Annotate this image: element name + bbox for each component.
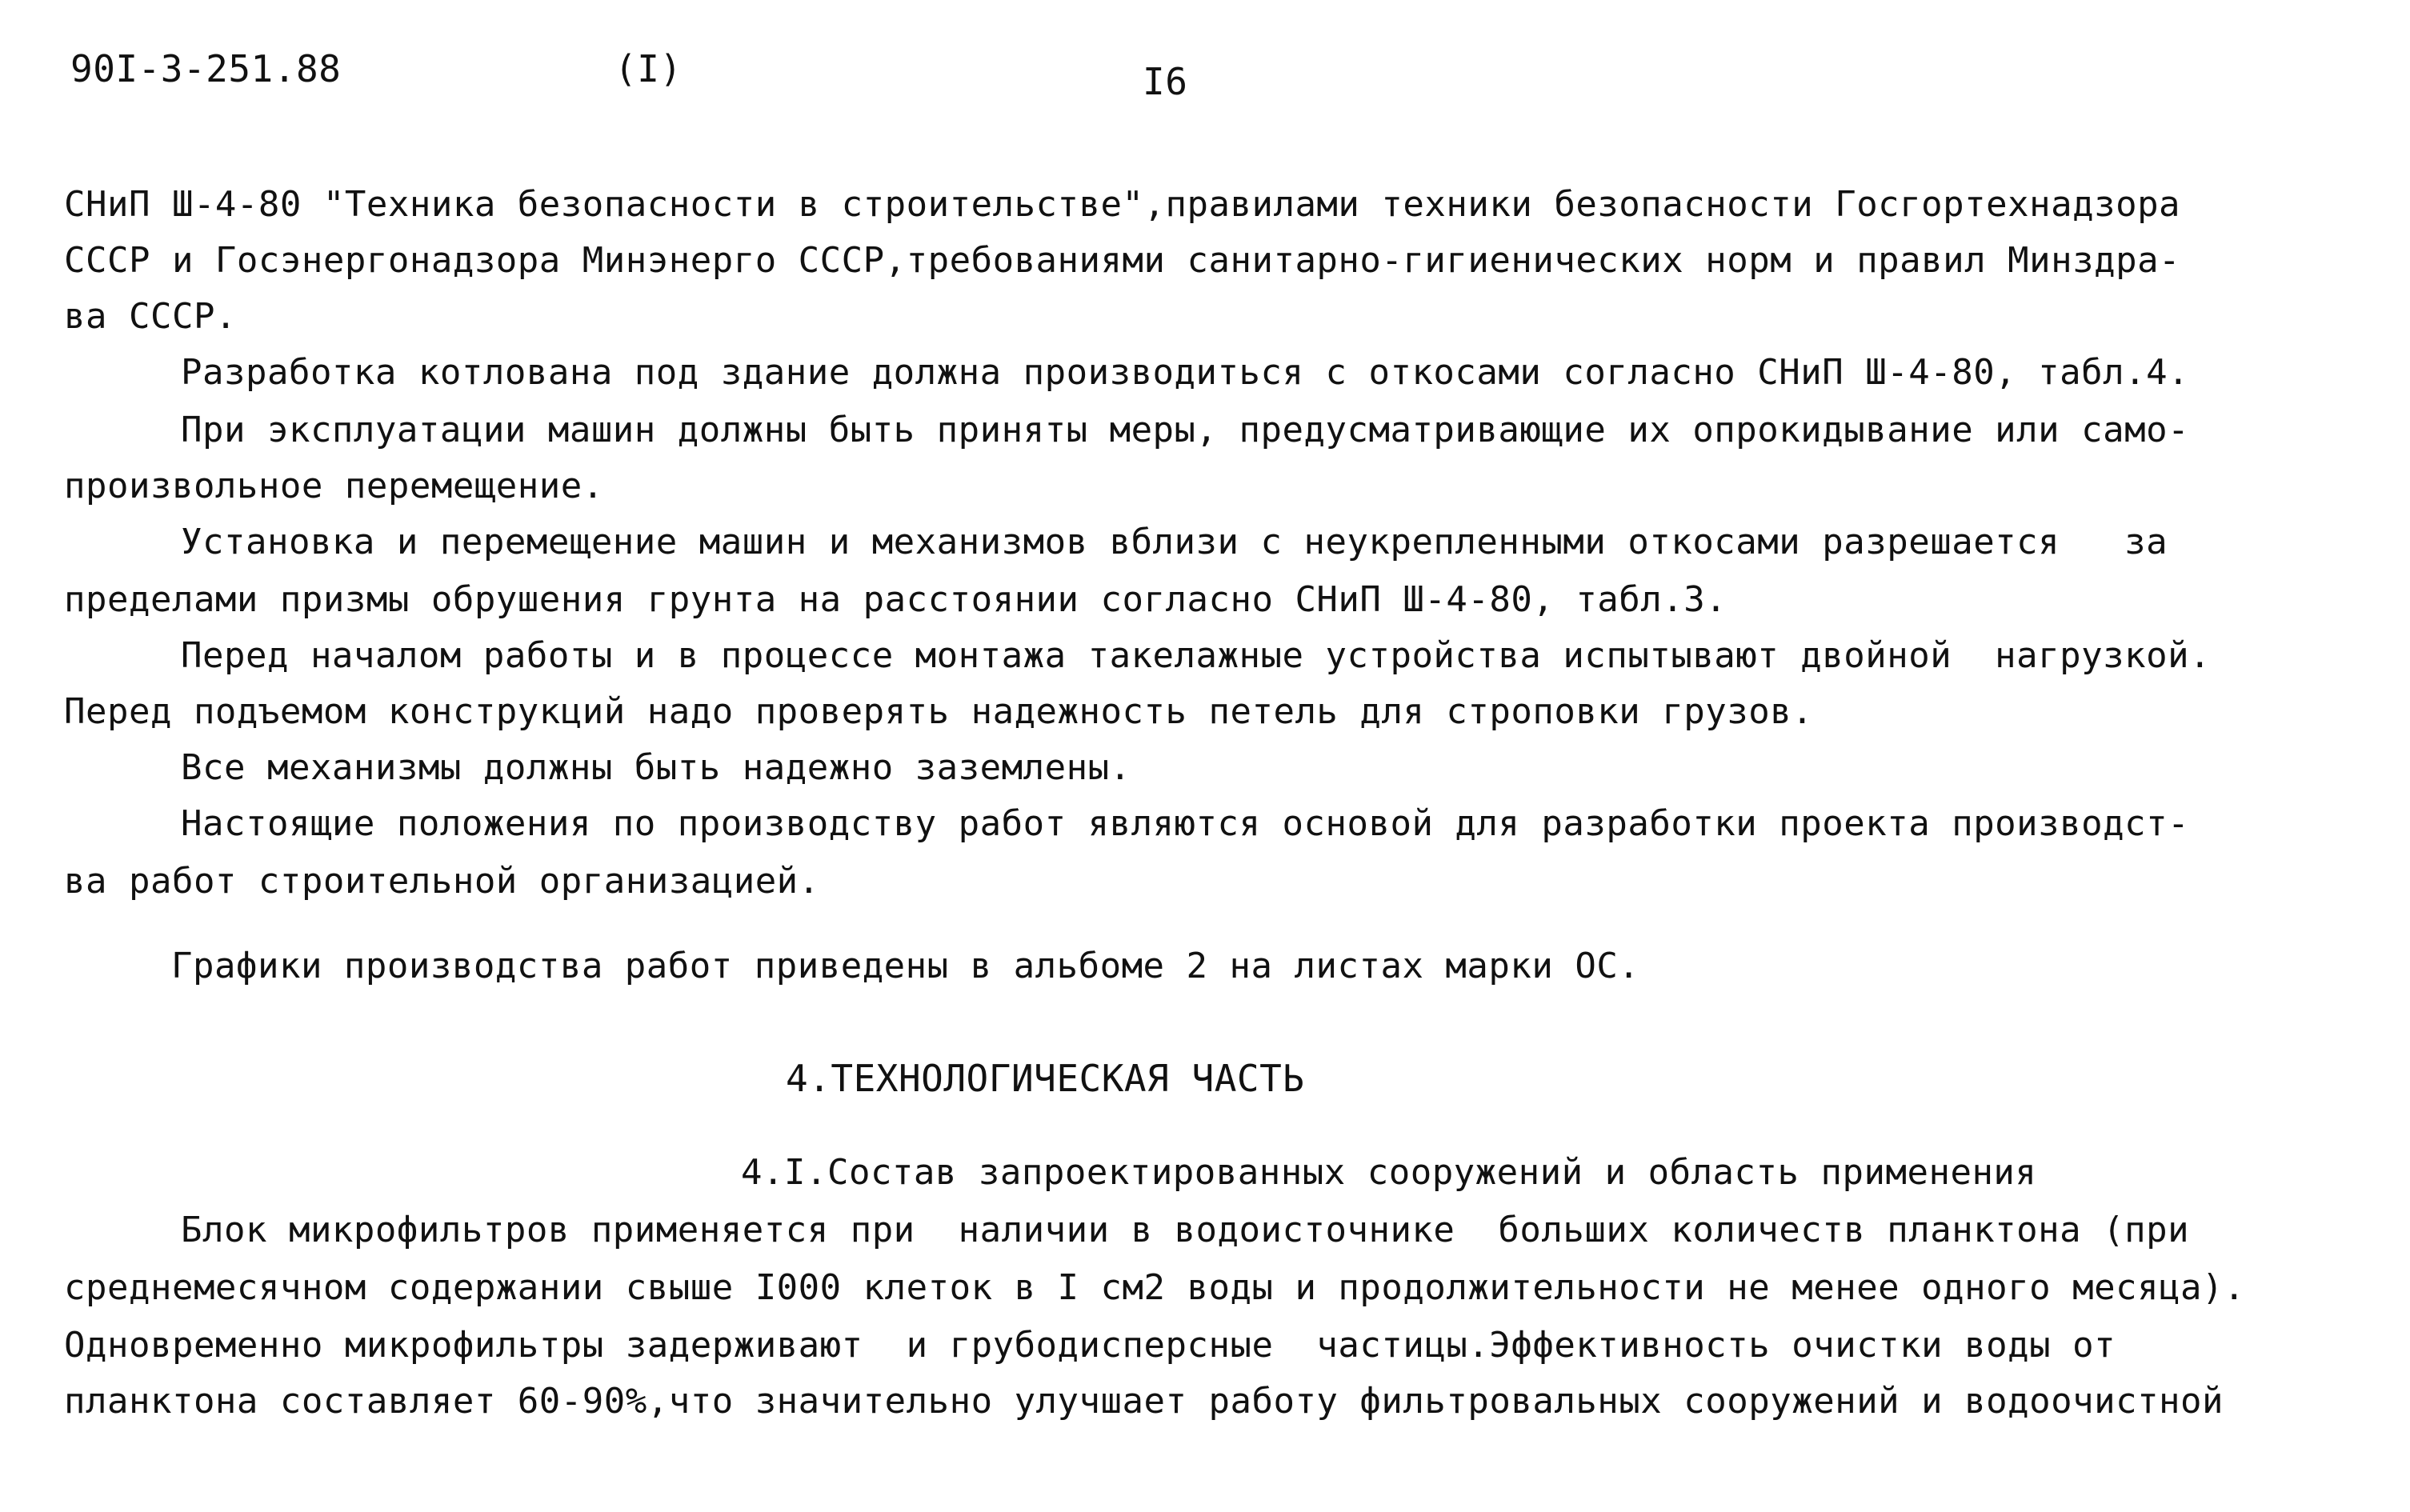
text-line: При эксплуатации машин должны быть приняты меры, предусматривающие их опрокидывание или само- xyxy=(181,410,2190,450)
section-heading: 4.ТЕХНОЛОГИЧЕСКАЯ ЧАСТЬ xyxy=(786,1057,1305,1100)
text-line: пределами призмы обрушения грунта на расстоянии согласно СНиП Ш-4-80, табл.3. xyxy=(64,579,1727,620)
text-line: Перед подъемом конструкций надо проверять надежность петель для строповки грузов. xyxy=(64,691,1814,732)
text-line: Графики производства работ приведены в альбоме 2 на листах марки ОС. xyxy=(171,946,1640,986)
text-line: Настоящие положения по производству работ являются основой для разработки проекта производст- xyxy=(181,803,2190,844)
section-subheading: 4.I.Состав запроектированных сооружений и область применения xyxy=(741,1152,2037,1193)
document-part: (I) xyxy=(615,47,683,90)
text-line: Перед началом работы и в процессе монтажа такелажные устройства испытывают двойной нагрузкой. xyxy=(181,635,2212,676)
text-line: произвольное перемещение. xyxy=(64,466,604,506)
text-line: Разработка котлована под здание должна производиться с откосами согласно СНиП Ш-4-80, табл.4. xyxy=(181,352,2190,393)
text-line: СССР и Госэнергонадзора Минэнерго СССР,требованиями санитарно-гигиенических норм и правил Минздра- xyxy=(64,240,2181,281)
page-number: I6 xyxy=(1143,60,1188,103)
text-line: ва работ строительной организацией. xyxy=(64,861,820,902)
text-line: планктона составляет 60-90%,что значительно улучшает работу фильтровальных сооружений и водоочистной xyxy=(64,1381,2224,1422)
text-line: Все механизмы должны быть надежно заземлены. xyxy=(181,747,1131,788)
document-code: 90I-3-251.88 xyxy=(70,47,342,90)
text-line: Одновременно микрофильтры задерживают и грубодисперсные частицы.Эффективность очистки воды от xyxy=(64,1325,2116,1366)
text-line: среднемесячном содержании свыше I000 клеток в I см2 воды и продолжительности не менее одного месяца). xyxy=(64,1267,2246,1308)
text-line: ва СССР. xyxy=(64,296,237,337)
text-line: Блок микрофильтров применяется при наличии в водоисточнике больших количеств планктона (при xyxy=(181,1210,2190,1250)
text-line: СНиП Ш-4-80 "Техника безопасности в строительстве",правилами техники безопасности Госгортехнадзора xyxy=(64,184,2181,225)
text-line: Установка и перемещение машин и механизмов вблизи с неукрепленными откосами разрешается за xyxy=(181,522,2168,562)
